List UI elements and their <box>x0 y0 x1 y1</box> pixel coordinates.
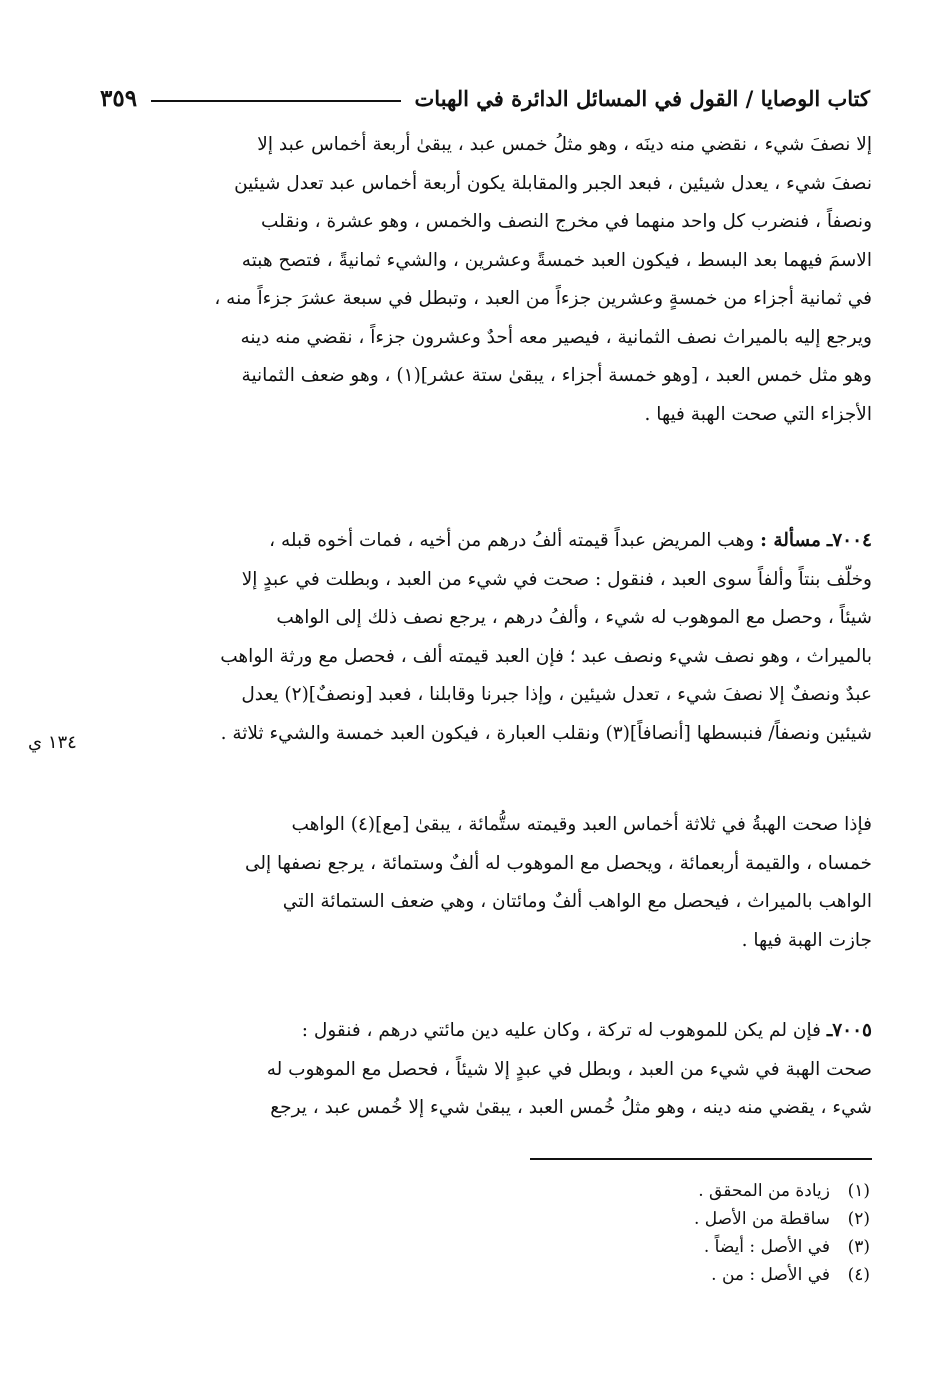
text-line: عبدٌ ونصفٌ إلا نصفَ شيء ، تعدل شيئين ، وإذا جبرنا وقابلنا ، فعبد [ونصفٌ](٢) يعدل <box>241 684 872 705</box>
text-line: في ثمانية أجزاء من خمسةٍ وعشرين جزءاً من العبد ، وتبطل في سبعة عشرَ جزءاً منه ، <box>214 288 872 309</box>
page-number: ٣٥٩ <box>100 84 138 112</box>
running-header <box>100 78 870 118</box>
text-line: وهو مثل خمس العبد ، [وهو خمسة أجزاء ، يبقىٰ ستة عشر](١) ، وهو ضعف الثمانية <box>241 365 872 386</box>
footnote-item <box>430 1205 870 1233</box>
text-line: نصفَ شيء ، يعدل شيئين ، فبعد الجبر والمقابلة يكون أربعة أخماس عبد تعدل شيئين <box>234 172 872 194</box>
footnote-separator <box>530 1158 872 1160</box>
paragraph-1 <box>95 126 872 434</box>
footnotes <box>430 1177 870 1289</box>
text-line-content: فإن لم يكن للموهوب له تركة ، وكان عليه دين مائتي درهم ، فنقول : <box>301 1020 821 1041</box>
footnote-text: ساقطة من الأصل . <box>694 1209 830 1229</box>
footnote-item <box>430 1177 870 1205</box>
margin-manuscript-ref: ١٣٤ ي <box>28 732 77 753</box>
text-line: خمساه ، والقيمة أربعمائة ، ويحصل مع الموهوب له ألفٌ وستمائة ، يرجع نصفها إلى <box>244 852 872 874</box>
text-line: شيئين ونصفاً/ فنبسطها [أنصافاً](٣) ونقلب العبارة ، فيكون العبد خمسة والشيء ثلاثة . <box>220 722 872 744</box>
text-line: الأجزاء التي صحت الهبة فيها . <box>644 403 872 425</box>
paragraph-2 <box>95 522 872 753</box>
text-line: الواهب بالميراث ، فيحصل مع الواهب ألفٌ ومائتان ، وهي ضعف الستمائة التي <box>282 891 872 912</box>
footnote-number: (٢) <box>847 1209 870 1229</box>
text-line-first <box>95 522 872 561</box>
issue-number: ٧٠٠٤ـ <box>826 530 872 551</box>
paragraph-4 <box>95 1012 872 1128</box>
text-line: ويرجع إليه بالميراث نصف الثمانية ، فيصير معه أحدٌ وعشرون جزءاً ، نقضي منه دينه <box>240 326 872 348</box>
footnote-text: في الأصل : من . <box>711 1265 830 1285</box>
text-line: ونصفاً ، فنضرب كل واحد منهما في مخرج النصف والخمس ، وهو عشرة ، ونقلب <box>260 211 872 232</box>
footnote-item <box>430 1261 870 1289</box>
text-line: صحت الهبة في شيء من العبد ، وبطل في عبدٍ إلا شيئاً ، فحصل مع الموهوب له <box>266 1058 872 1080</box>
footnote-item <box>430 1233 870 1261</box>
header-title: كتاب الوصايا / القول في المسائل الدائرة في الهبات <box>414 85 870 111</box>
text-line: شيئاً ، وحصل مع الموهوب له شيء ، وألفُ درهم ، يرجع نصف ذلك إلى الواهب <box>276 607 872 628</box>
text-line: بالميراث ، وهو نصف شيء ونصف عبد ؛ فإن العبد قيمته ألف ، فحصل مع ورثة الواهب <box>220 645 872 667</box>
issue-number: ٧٠٠٥ـ <box>826 1020 872 1041</box>
paragraph-3 <box>95 806 872 960</box>
footnote-number: (٤) <box>847 1265 870 1285</box>
text-line: الاسمَ فيهما بعد البسط ، فيكون العبد خمسةً وعشرين ، والشيء ثمانيةً ، فتصح هبته <box>241 249 872 271</box>
issue-label: مسألة : <box>760 530 821 551</box>
text-line: جازت الهبة فيها . <box>741 929 872 951</box>
text-line: فإذا صحت الهبةُ في ثلاثة أخماس العبد وقيمته ستُّمائة ، يبقىٰ [مع](٤) الواهب <box>291 814 872 835</box>
text-line-first <box>95 1012 872 1051</box>
footnote-text: في الأصل : أيضاً . <box>703 1237 830 1257</box>
text-line: شيء ، يقضي منه دينه ، وهو مثلُ خُمس العبد ، يبقىٰ شيء إلا خُمس عبد ، يرجع <box>270 1097 872 1118</box>
footnote-number: (٣) <box>847 1237 870 1257</box>
text-line: وخلّف بنتاً وألفاً سوى العبد ، فنقول : صحت في شيء من العبد ، وبطلت في عبدٍ إلا <box>241 568 872 590</box>
text-line: إلا نصفَ شيء ، نقضي منه دينَه ، وهو مثلُ خمس عبد ، يبقىٰ أربعة أخماس عبد إلا <box>257 134 872 155</box>
text-line-content: وهب المريض عبداً قيمته ألفُ درهم من أخيه ، فمات أخوه قبله ، <box>269 530 755 551</box>
header-rule <box>151 100 400 102</box>
footnote-text: زيادة من المحقق . <box>698 1181 830 1201</box>
footnote-number: (١) <box>847 1181 870 1201</box>
